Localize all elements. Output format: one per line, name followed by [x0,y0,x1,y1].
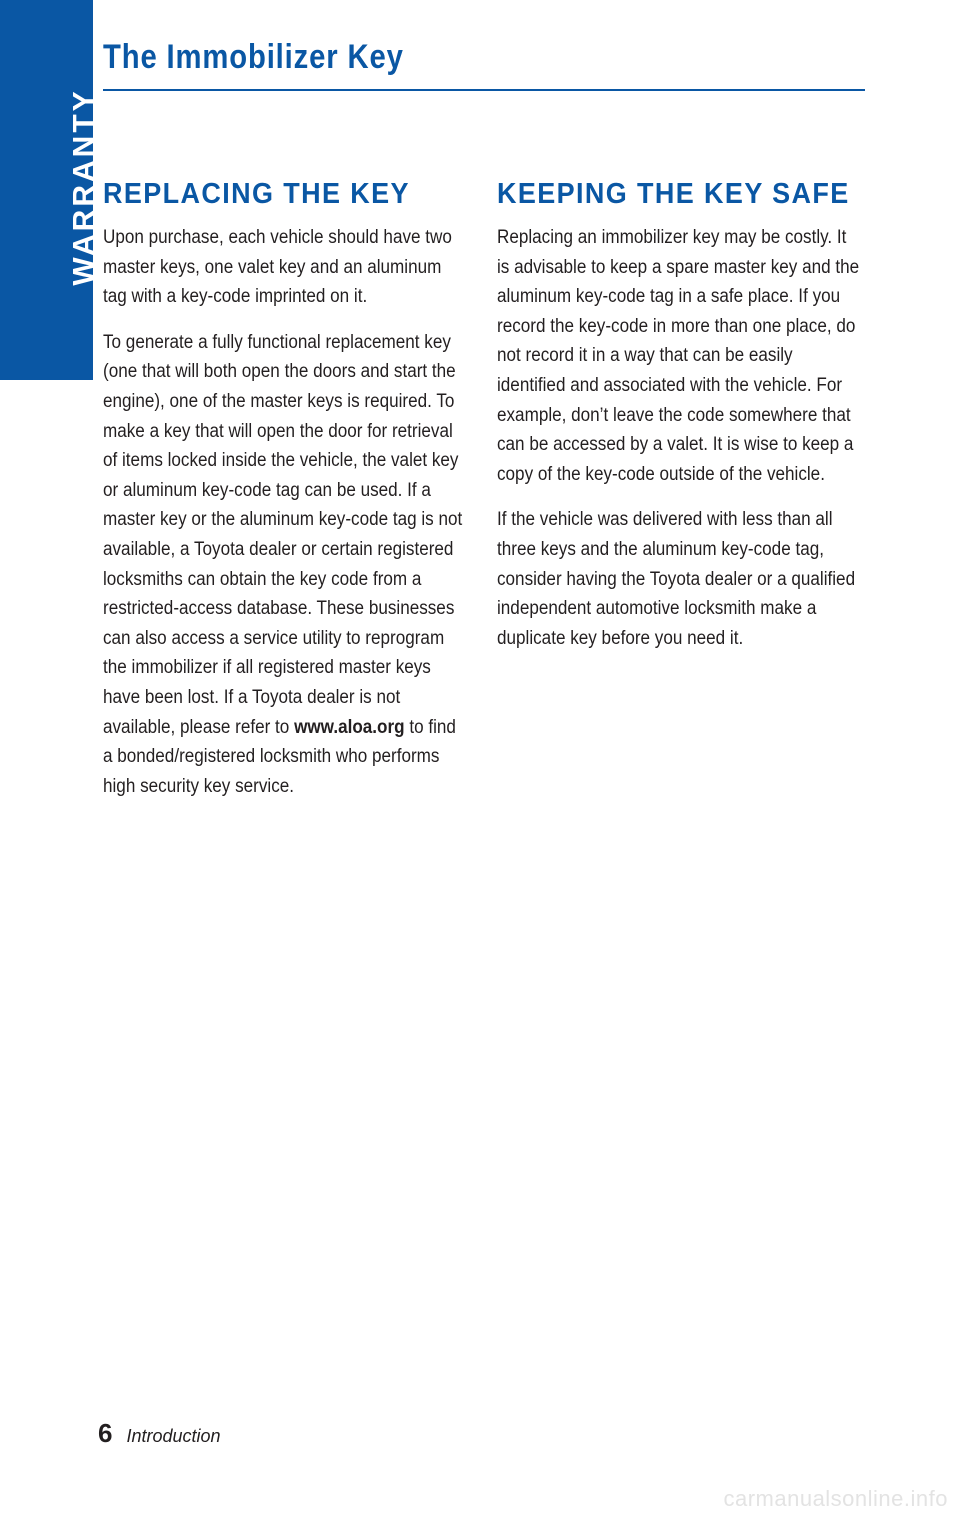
aloa-link[interactable]: www.aloa.org [294,716,405,738]
page-title: The Immobilizer Key [103,38,404,76]
watermark: carmanualsonline.info [723,1486,948,1511]
page-number: 6 [98,1418,113,1448]
paragraph: Upon purchase, each vehicle should have two master keys, one valet key and an aluminum tag with a key-code imprinted on it. [103,227,452,308]
section-keeping-the-key-safe [497,178,869,669]
title-divider [103,89,865,91]
section-replacing-the-key [103,178,475,817]
paragraph: Replacing an immobilizer key may be costly. It is advisable to keep a spare master key and the aluminum key-code tag in a safe place. If you record the key-code in more than one place, do not record it in a way that can be easily identified and associated with the vehicle. For example, don’t leave the code somewhere that can be accessed by a valet. It is wise to keep a copy of the key-code outside of the vehicle. [497,227,860,485]
paragraph-text: to find a bonded/registered locksmith who performs high security key service. [103,716,456,797]
side-tab-label: WARRANTY [67,88,101,286]
section-heading: KEEPING THE KEY SAFE [497,178,850,210]
paragraph [103,328,467,802]
paragraph: If the vehicle was delivered with less than all three keys and the aluminum key-code tag, consider having the Toyota dealer or a qualified independent automotive locksmith make a duplicate key before you need it. [497,509,856,649]
page-footer [98,1418,221,1449]
footer-section-name: Introduction [126,1426,221,1446]
paragraph-text: To generate a fully functional replacement key (one that will both open the doors and start the engine), one of the master keys is required. To make a key that will open the door for retrieval of items locked inside the vehicle, the valet key or aluminum key-code tag can be used. If a master key or the aluminum key-code tag is not available, a Toyota dealer or certain registered locksmiths can obtain the key code from a restricted-access database. These businesses can also access a service utility to reprogram the immobilizer if all registered master keys have been lost. If a Toyota dealer is not available, please refer to [103,331,463,738]
section-heading: REPLACING THE KEY [103,178,410,210]
